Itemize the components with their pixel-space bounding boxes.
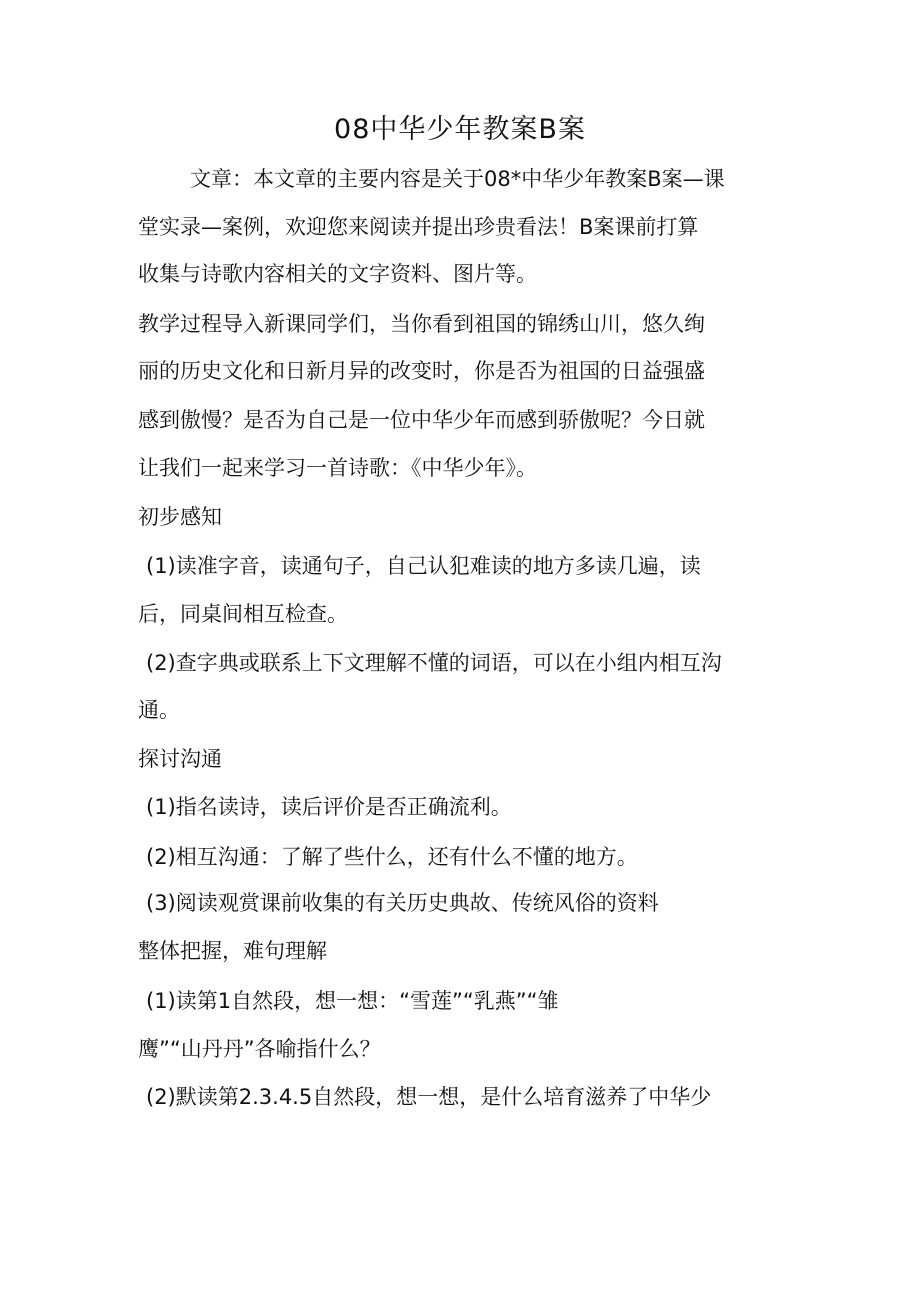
list-item-line: (1)读第1自然段，想一想：“雪莲”“乳燕”“雏: [146, 989, 559, 1013]
paragraph-line: 文章：本文章的主要内容是关于08*中华少年教案B案—课: [190, 167, 725, 191]
list-item-line: (2)相互沟通：了解了些什么，还有什么不懂的地方。: [146, 845, 638, 869]
list-item-line: 后，同桌间相互检查。: [138, 602, 348, 626]
list-item-line: (2)查字典或联系上下文理解不懂的词语，可以在小组内相互沟: [146, 651, 722, 675]
list-item-line: (1)读准字音，读通句子，自己认犯难读的地方多读几遍，读: [146, 554, 701, 578]
document-title: 08中华少年教案B案: [334, 114, 586, 145]
section-heading: 探讨沟通: [138, 747, 222, 771]
paragraph-line: 丽的历史文化和日新月异的改变时，你是否为祖国的日益强盛: [138, 359, 705, 383]
list-item-line: (1)指名读诗，读后评价是否正确流利。: [146, 795, 512, 819]
list-item-line: (2)默读第2.3.4.5自然段，想一想，是什么培育滋养了中华少: [146, 1085, 712, 1109]
list-item-line: 通。: [138, 698, 180, 722]
section-heading: 初步感知: [138, 505, 222, 529]
paragraph-line: 感到傲慢？是否为自己是一位中华少年而感到骄傲呢？今日就: [138, 408, 705, 432]
list-item-line: 鹰”“山丹丹”各喻指什么？: [138, 1037, 381, 1061]
section-heading: 整体把握，难句理解: [138, 939, 327, 963]
paragraph-line: 堂实录—案例，欢迎您来阅读并提出珍贵看法！B案课前打算: [138, 215, 699, 239]
list-item-line: (3)阅读观赏课前收集的有关历史典故、传统风俗的资料: [146, 891, 659, 915]
paragraph-line: 让我们一起来学习一首诗歌：《中华少年》。: [138, 456, 537, 480]
paragraph-line: 教学过程导入新课同学们，当你看到祖国的锦绣山川，悠久绚: [138, 312, 705, 336]
paragraph-line: 收集与诗歌内容相关的文字资料、图片等。: [138, 262, 537, 286]
